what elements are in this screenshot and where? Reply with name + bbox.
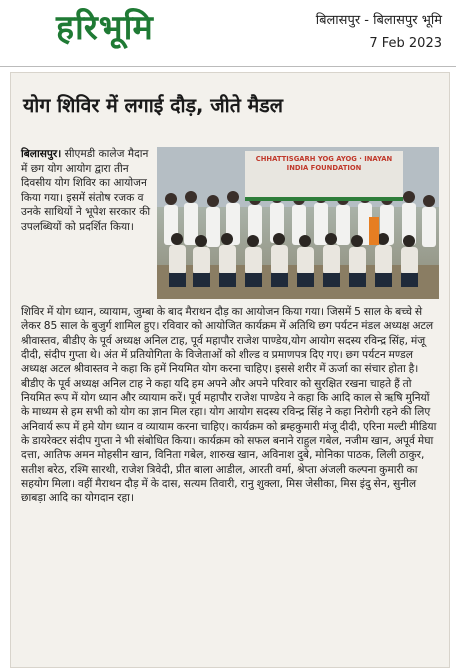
page-header xyxy=(0,0,456,66)
header-divider xyxy=(0,66,456,67)
event-banner xyxy=(245,151,403,201)
article-body: शिविर में योग ध्यान, व्यायाम, जुम्बा के बाद मैराथन दौड़ का आयोजन किया गया। जिसमें 5 साल के बच्चे से लेकर 85 साल के बुजुर्ग शामिल हुए। रविवार को आयोजित कार्यक्रम में अतिथि छग पर्यटन मंडल अध्यक्ष अटल श्रीवास्तव, बीडीए के पूर्व अध्यक्ष अनिल टाह, पूर्व महापौर राजेश पाण्डेय,योग आयोग सदस्य रविन्द्र सिंह, मंजू दीदी, संदीप गुप्ता थे। अंत में प्रतियोगिता के विजेताओं को शील्ड व प्रमाणपत्र दिए गए। छग पर्यटन मण्डल अध्यक्ष अटल श्रीवास्तव ने कहा कि हमें नियमित योग करना चाहिए। इससे शरीर में ऊर्जा का संचार होता है। बीडीए के पूर्व अध्यक्ष अनिल टाह ने कहा यदि हम अपने और अपने परिवार को सुरक्षित रखना चाहते हैं तो नियमित रूप में योग ध्यान और व्यायाम करें। पूर्व महापौर राजेश पाण्डेय ने कहा कि आदि काल से ऋषि मुनियों के माध्यम से हम सभी को योग का ज्ञान मिल रहा। योग आयोग सदस्य रविन्द्र सिंह ने कहा निरोगी रहने की लिए अनिवार्य रूप में हमे योग ध्यान व व्यायाम करना चाहिए। कार्यक्रम को ब्रम्हकुमारी मंजू दीदी, एरिना मल्टी मीडिया के डायरेक्टर संदीप गुप्ता ने भी संबोधित किया। कार्यक्रम को सफल बनाने राहुल गबेल, नजीम खान, अपूर्व मेघा दत्ता, आतिफ अमन मोहसीन खान, विनिता गबेल, शारुख खान, अविनाश दुबे, मोनिका पाठक, लिली ठाकुर, सतीश बरेठ, रश्मि सारथी, राजेश त्रिवेदी, प्रीत बाला आडील, आरती वर्मा, श्रेप्ता अंजली कल्पना कुमारी का सहयोग मिला। वहीं मैराथन दौड़ में के दास, सत्यम तिवारी, रानु शुक्ला, मिस जेसीका, मिस इंदु सेन, सुनील छाबड़ा आदि का योगदान रहा। xyxy=(21,305,437,505)
edition-label: बिलासपुर - बिलासपुर भूमि xyxy=(315,13,442,28)
article-dateline: बिलासपुर। xyxy=(21,148,62,160)
banner-text: CHHATTISGARH YOG AYOG · INAYAN INDIA FOUNDATION xyxy=(255,155,393,172)
intro-text: सीएमडी कालेज मैदान में छग योग आयोग द्वारा तीन दिवसीय योग शिविर का आयोजन किया गया। इसमें संतोष रजक व उनके साथियों ने भूपेश सरकार की उपलब्धियों को प्रदर्शित किया। xyxy=(21,148,151,233)
event-photo xyxy=(157,147,439,299)
article-intro xyxy=(21,147,157,235)
article-headline: योग शिविर में लगाई दौड़, जीते मैडल xyxy=(23,94,283,117)
news-clipping xyxy=(10,72,450,668)
publication-date: 7 Feb 2023 xyxy=(369,36,442,51)
newspaper-masthead: हरिभूमि xyxy=(56,8,154,48)
